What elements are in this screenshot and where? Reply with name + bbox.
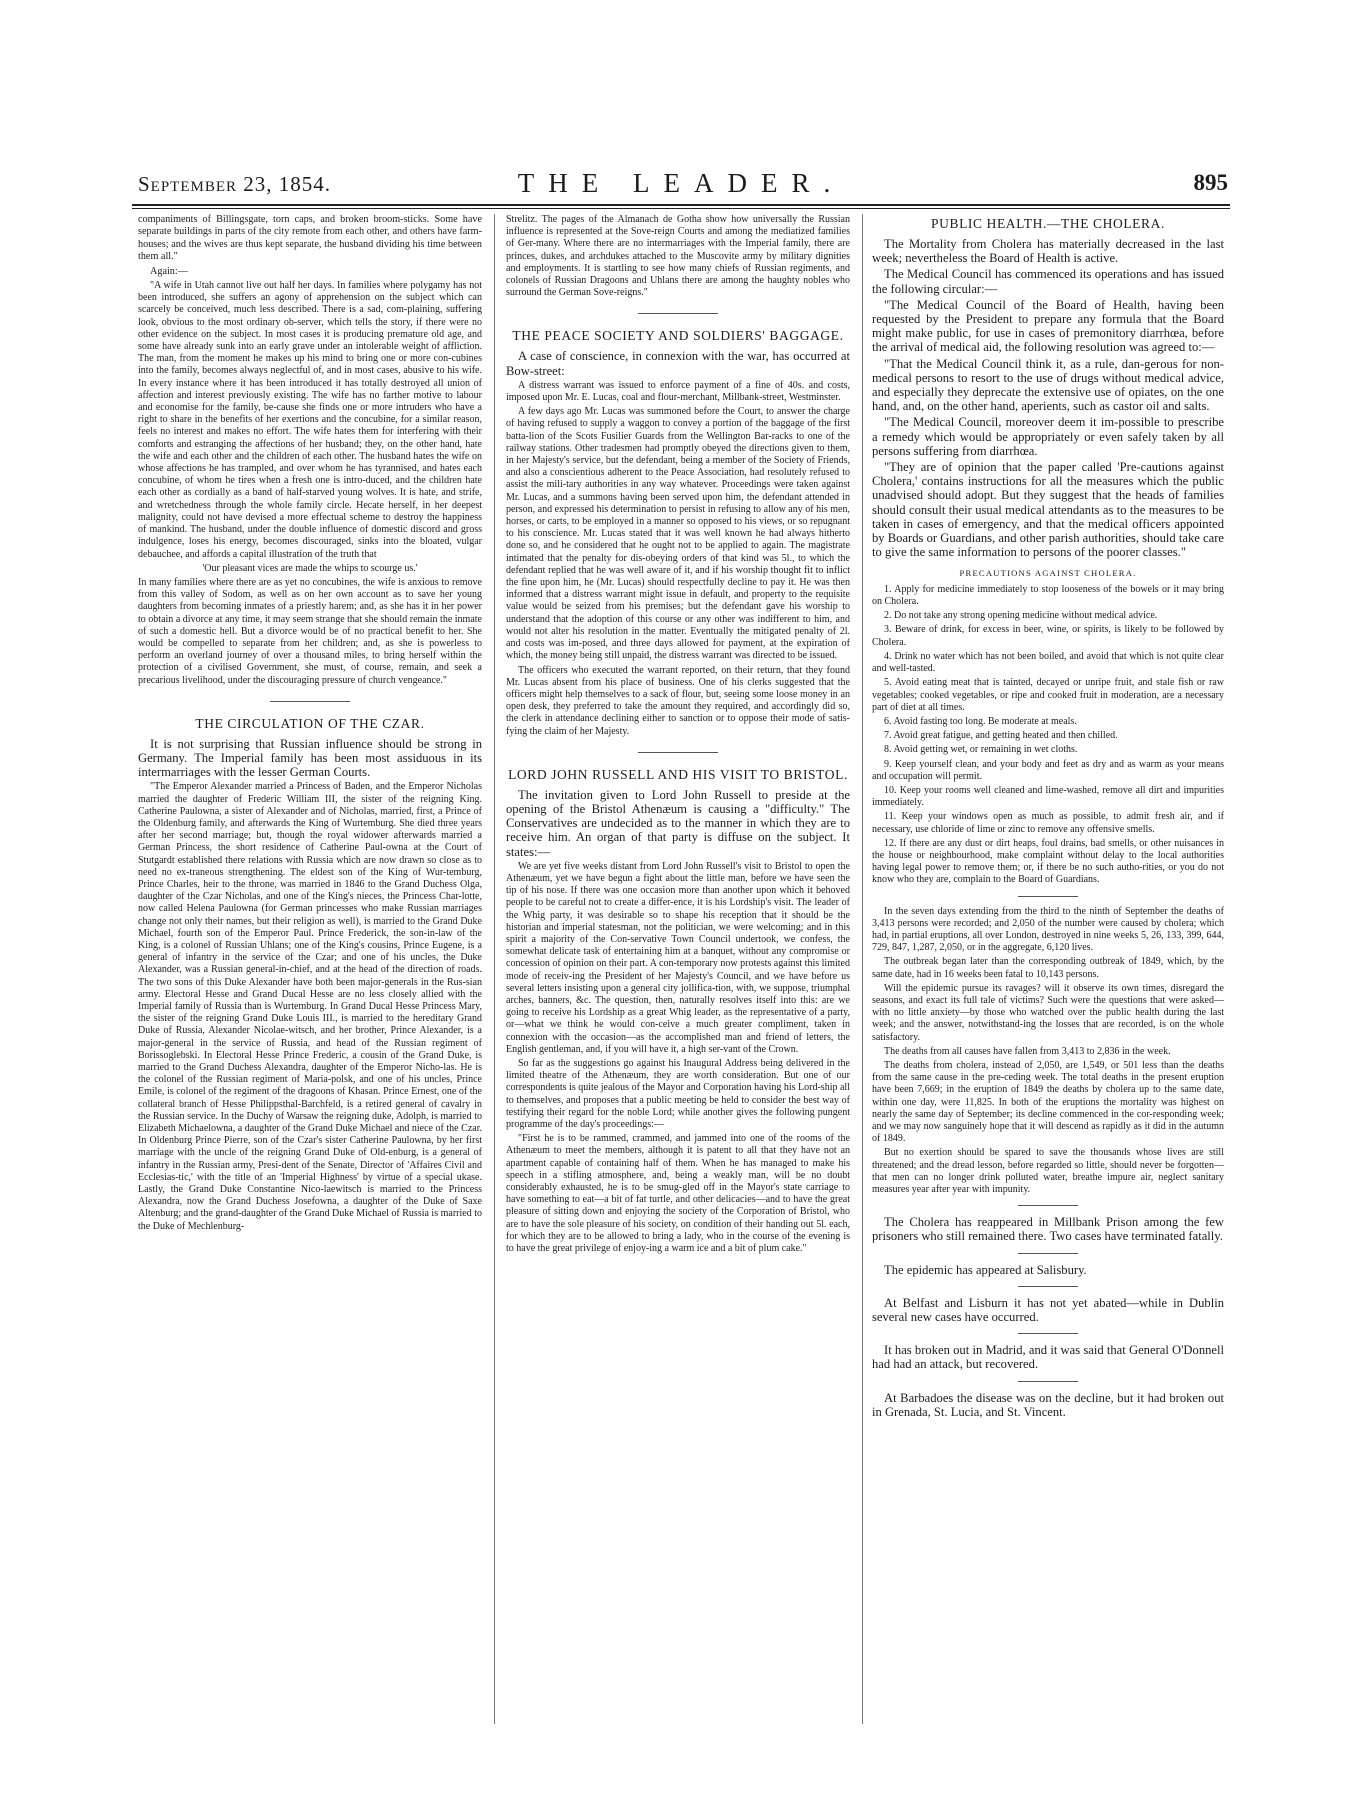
quoted-paragraph: "The Emperor Alexander married a Princess of Baden, and the Emperor Nicholas married the daughter of Frederic William III, the sister of the reigning King. Catherine Paulowna, a sister of Alexander and of Nicholas, married, first, a Prince of the Oldenburg family, and afterwards the King of Wurtemburg. She died three years after her second marriage; but, though the royal widower afterwards married a German Princess, the short residence of Catherine Paul-owna at the Court of Stutgardt established there relations with Russia which are now drawn so close as to need no ex-traneous strengthening. The eldest son of the King of Wur-temburg, Prince Charles, heir to the throne, was married in 1846 to the Grand Duchess Olga, daughter of the Czar Nicholas, and one of the King's nieces, the Princess Char-lotte, now called Helena Paulowna (for German princesses who make Russian marriages change not only their names, but their religion as well), is married to the Grand Duke Michael, fourth son of the Emperor Paul. Prince Frederick, the son-in-law of the King, is a colonel of Russian Uhlans; one of the King's cousins, Prince Eugene, is a general of infantry in the service of the Czar; and one of his uncles, the Duke Alexander, was a Russian general-in-chief, and at the head of the direction of roads. The two sons of this Duke Alexander have both been major-generals in the Rus-sian army. Electoral Hesse and Grand Ducal Hesse are no less closely allied with the Imperial family of Russia than is Wurtemburg. In Grand Ducal Hesse Princess Mary, the sister of the reigning Grand Duke Louis III., is married to the hereditary Grand Duke of Russia, Alexander Nicolae-witsch, and her brother, Prince Alexander, is a major-general in the service of Russia, and head of the Russian regiment of Borissoglebski. In Electoral Hesse Prince Frederic, a cousin of the Grand Duke, is married to the Grand Duchess Alexandra, daughter of the Emperor Nicho-las. He is the colonel of the Russian regiment of Maria-polsk, and one of his uncles, Prince Emile, is colonel of the regiment of the dragoons of Khasan. Prince Ernest, one of the collateral branch of Hesse Philippsthal-Barchfeld, is a retired general of cavalry in the Russian service. In the Duchy of Warsaw the reigning duke, Adolph, is married to Elizabeth Michaelowna, a daughter of the Grand Duke Michael and niece of the Czar. In Oldenburg Prince Pierre, son of the Czar's sister Catherine Paulowna, by her first marriage with the uncle of the reigning Grand Duke of Old-enburg, is a general of infantry in the Russian army, Presi-dent of the Senate, Director of 'Affaires Civil and Ecclesias-tic,' with the title of an 'Imperial Highness' by virtue of a special ukase. Lastly, the Grand Duke Constantine Nico-laewitsch is married to the Princess Alexandra, now the Grand Duchess Josefowna, a daughter of the Duke of Saxe Altenburg; and the grand-daughter of the Grand Duke Michael of Russia is married to the Duke of Mechlenburg- (138, 781, 482, 1232)
paragraph: The Medical Council has commenced its operations and has issued the following circular:— (872, 267, 1224, 296)
paragraph: Again:— (150, 265, 188, 277)
quoted-paragraph: "First he is to be rammed, crammed, and jammed into one of the rooms of the Athenæum to meet the members, although it is patent to all that they have not an apartment capable of containing half of them. When he has managed to make his speech in a stifling atmosphere, and, being a weakly man, will be no doubt considerably exhausted, he is to be smug-gled off in the Mayor's state carriage to have something to eat—a bit of fat turtle, and other delicacies—and to have the great pleasure of sitting down and enjoying the society of the Corporation of Bristol, who are to have the sole pleasure of his society, on condition of their handing out 5l. each, for which they are to be allowed to bring a lady, who in the course of the evening is to have the great privilege of enjoy-ing a warm ice and a bit of plum cake." (506, 1133, 850, 1255)
list-item: 7. Avoid great fatigue, and getting heated and then chilled. (884, 730, 1118, 742)
paragraph: Will the epidemic pursue its ravages? will it observe its own times, disregard the seasons, and exact its full tale of victims? Such were the questions that were asked—with no little anxiety—by those who watched over the public health during the last week; and the answer, notwithstand-ing the losses that are recorded, is on the whole satisfactory. (872, 982, 1224, 1043)
page-number: 895 (1193, 170, 1228, 195)
masthead (132, 168, 1230, 202)
paragraph: In the seven days extending from the third to the ninth of September the deaths of 3,413 persons were recorded; and 2,050 of the number were caused by cholera; which had, in partial eruptions, all over London, destroyed in nine weeks 5, 26, 133, 399, 644, 729, 847, 1,287, 2,050, or in the aggregate, 6,120 lives. (872, 905, 1224, 954)
section-separator (1018, 1381, 1078, 1382)
quoted-paragraph: In many families where there are as yet no concubines, the wife is anxious to remove from this valley of Sodom, as well as on her own account as to save her young daughters from becoming inmates of a priestly harem; and, as she has it in her power to obtain a divorce at any time, it may seem strange that she should remain the inmate of such a domestic hell. But a divorce would be of no practical benefit to her. She would be compelled to separate from her children; and, as she is powerless to perform an overland journey of over a thousand miles, to bring herself within the protection of a civilised Government, she must, of course, remain, and seek a precarious livelihood, under the discouraging pressure of church vengeance." (138, 576, 482, 686)
quoted-paragraph: We are yet five weeks distant from Lord John Russell's visit to Bristol to open the Athenæum, yet we have begun a fight about the little man, before we have seen the tip of his nose. If there was one occasion more than another upon which it behoved people to be careful not to create a differ-ence, it is his Lordship's visit. The leader of the Whig party, it was desirable so to shape his reception that it should be the historian and imperial statesman, not the politician, we were welcoming; and in this spirit a majority of the Con-servative Town Council undertook, we confess, the somewhat delicate task of entertaining him at a banquet, without any compromise or concession of opinion on their part. A con-temporary now protests against this limited mode of receiv-ing the President of her Majesty's Council, and we have before us several letters insisting upon a general city jollifica-tion, with, we suppose, triumphal arches, banners, &c. The question, then, naturally resolves itself into this: are we going to receive his Lordship as a great Whig leader, as the representative of a party, or—what we think he would con-ceive a much greater compliment, taken in connexion with the occasion—as the accomplished man and friend of letters, the English gentleman, and, if you will have it, a high ser-vant of the Crown. (506, 860, 850, 1055)
news-item: The Cholera has reappeared in Millbank Prison among the few prisoners who still remained there. Two cases have terminated fatally. (872, 1215, 1224, 1244)
section-separator (1018, 1205, 1078, 1206)
section-separator (638, 752, 718, 753)
news-item: It has broken out in Madrid, and it was said that General O'Donnell had had an attack, but recovered. (872, 1343, 1224, 1372)
section-separator (270, 701, 350, 702)
paragraph: The deaths from all causes have fallen from 3,413 to 2,836 in the week. (884, 1045, 1171, 1057)
section-heading-czar: THE CIRCULATION OF THE CZAR. (195, 715, 425, 731)
list-item: 4. Drink no water which has not been boiled, and avoid that which is not quite clear and well-tasted. (872, 650, 1224, 675)
section-heading-public-health: PUBLIC HEALTH.—THE CHOLERA. (931, 216, 1165, 231)
subheading-precautions: PRECAUTIONS AGAINST CHOLERA. (959, 568, 1137, 579)
lead-paragraph: The Mortality from Cholera has materially decreased in the last week; nevertheless the Board of Health is active. (872, 237, 1224, 266)
list-item: 1. Apply for medicine immediately to stop looseness of the bowels or it may bring on Cholera. (872, 583, 1224, 608)
newspaper-page (132, 168, 1230, 1740)
section-heading-lord-john-russell: LORD JOHN RUSSELL AND HIS VISIT TO BRISTOL. (508, 766, 848, 782)
news-item: At Belfast and Lisburn it has not yet abated—while in Dublin several new cases have occurred. (872, 1295, 1224, 1325)
quoted-paragraph: The officers who executed the warrant reported, on their return, that they found Mr. Lucas absent from his place of business. One of his clerks suggested that the officers might help themselves to a sack of flour, but, seeing some loose money in an open desk, they preferred to take the amount they required, and accordingly did so, the clerk in attendance declining either to sanction or to oppose their mode of satis-fying the claim of her Majesty. (506, 664, 850, 737)
masthead-rule-thin (132, 208, 1230, 209)
column-1 (138, 214, 482, 1734)
paragraph: "The Medical Council of the Board of Health, having been requested by the President to prepare any formula that the Board might make public, for use in cases of premonitory diarrhœa, before the arrival of medical aid, the following resolution was agreed to:— (872, 297, 1224, 355)
section-separator (1018, 1333, 1078, 1334)
verse-line: 'Our pleasant vices are made the whips to scourge us.' (202, 562, 418, 574)
quoted-paragraph: So far as the suggestions go against his Inaugural Address being delivered in the limited theatre of the Athenæum, they are worth consideration. But one of our correspondents is quite jealous of the Mayor and Corporation having his Lord-ship all to themselves, and proposes that a public meeting be held to consider the best way of testifying their regard for the noble Lord; while another gives the following pungent programme of the day's proceedings:— (506, 1057, 850, 1130)
list-item: 2. Do not take any strong opening medicine without medical advice. (884, 610, 1158, 622)
quoted-paragraph: Strelitz. The pages of the Almanach de Gotha show how universally the Russian influence is represented at the Sove-reign Courts and among the mediatized families of Ger-many. Where there are no intermarriages with the Imperial family, there are princes, dukes, and archdukes attached to the Muscovite army by military dignities and employments. It is startling to see how many chiefs of Russian regiments, and colonels of Russian Dragoons and Uhlans there are among the haughty nobles who surround the German Sove-reigns." (506, 214, 850, 299)
section-separator (638, 313, 718, 314)
quoted-paragraph: "A wife in Utah cannot live out half her days. In families where polygamy has not been introduced, she suffers an agony of apprehension on the subject which can scarcely be conceived, much less described. There is a sad, com-plaining, suffering look, obvious to the most ordinary ob-server, which tells the story, if there were no other evidence on the subject. In most cases it is producing premature old age, and some have already sunk into an early grave under an intolerable weight of affliction. The man, from the moment he makes up his mind to bring one or more con-cubines into the family, becomes always neglectful of, and in most cases, abusive to his wife. In every instance where it has been introduced it has totally destroyed all union of affection and interest previously existing. The wife has no farther motive to labour and economise for the family, be-cause she finds one or more intruders who have a right to share in the benefits of her exertions and the concubine, for a similar reason, feels no interest and makes no effort. The wife hates them for interfering with their comforts and estranging the affections of her husband; they, on the other hand, hate the wife and each other and the children of each other. The husband hates the wife on whose affections he has trampled, and over whom he has tyrannised, and hates each concubine, of whom he tires when a fresh one is intro-duced, and the children hate each other as cordially as a band of half-starved young wolves. It is hate, and strife, and wretchedness through the whole family circle. Hecate herself, in her deepest malignity, could not have devised a more effectual scheme to destroy the happiness of mankind. The husband, under the double influence of domestic discord and gross indulgence, loses his energy, becomes discouraged, sinks into the bloated, vulgar debauchee, and affords a capital illustration of the truth that (138, 280, 482, 560)
news-item: At Barbadoes the disease was on the decline, but it had broken out in Grenada, St. Lucia, and St. Vincent. (872, 1390, 1224, 1419)
list-item: 8. Avoid getting wet, or remaining in wet cloths. (884, 744, 1078, 756)
list-item: 5. Avoid eating meat that is tainted, decayed or unripe fruit, and stale fish or raw vegetables; cooked vegetables, or ripe and cooked fruit in moderation, are a necessary part of diet at all times. (872, 677, 1224, 713)
list-item: 6. Avoid fasting too long. Be moderate at meals. (884, 715, 1077, 727)
section-heading-peace-society: THE PEACE SOCIETY AND SOLDIERS' BAGGAGE. (512, 328, 844, 344)
column-divider (862, 214, 863, 1724)
list-item: 9. Keep yourself clean, and your body and feet as dry and as warm as your means and occupation will permit. (872, 758, 1224, 782)
section-separator (1018, 1253, 1078, 1254)
list-item: 3. Beware of drink, for excess in beer, wine, or spirits, is likely to be followed by Cholera. (872, 624, 1224, 648)
newspaper-title: THE LEADER. (517, 168, 845, 198)
section-separator (1018, 1286, 1078, 1287)
quoted-paragraph: A few days ago Mr. Lucas was summoned before the Court, to answer the charge of having refused to supply a waggon to convey a portion of the baggage of the first batta-lion of the Scots Fusilier Guards from the Wellington Bar-racks to one of the railway stations. Other tradesmen had promptly obeyed the directions given to them, in her Majesty's service, but the defendant, being a member of the Society of Friends, and also a conscientious adherent to the Peace Association, had resolutely refused to assist the mili-tary authorities in any way whatever. Proceedings were taken against Mr. Lucas, and a summons having been served upon him, the defendant attended in person, and expressed his determination to persist in refusing to allow any of his men, horses, or carts, to be employed in a manner so opposed to his views, or so repugnant to his conscience. Mr. Lucas stated that it was well known he had always hitherto done so, and he considered that he ought not to be applied to again. The magistrate intimated that the penalty for dis-obeying orders of that kind was 5l., to which the defendant replied that he was well aware of it, and if his worship thought fit to inflict the fine upon him, he (Mr. Lucas) should respectfully decline to pay it. He was then informed that a distress warrant might issue in default, and property to the requisite value would be seized from his premises; but the defendant gave his worship to understand that the adoption of this course or any other was indifferent to him, and would not alter his resolution in the matter. Eventually the mitigated penalty of 2l. and costs was im-posed, and three days allowed for payment, at the expiration of which, the money being still unpaid, the distress warrant was directed to be issued. (506, 406, 850, 662)
paragraph: "They are of opinion that the paper called 'Pre-cautions against Cholera,' contains instructions for all the measures which the public unadvised should adopt. But they suggest that the heads of families should consult their usual medical attendants as to the measures to be taken in cases of emergency, and that the medical officers appointed by Boards or Guardians, and other parish authorities, should take care to give the same information to persons of the poorer classes." (872, 460, 1224, 560)
news-item: The epidemic has appeared at Salisbury. (884, 1262, 1087, 1277)
masthead-rule (132, 204, 1230, 206)
list-item: 10. Keep your rooms well cleaned and lime-washed, remove all dirt and impurities immediately. (872, 784, 1224, 809)
paragraph: The outbreak began later than the corresponding outbreak of 1849, which, by the same date, had in 16 weeks been fatal to 10,143 persons. (872, 956, 1224, 980)
paragraph: But no exertion should be spared to save the thousands whose lives are still threatened; and the dread lesson, before regarded so little, should never be forgotten—that men can no longer drink polluted water, breathe impure air, neglect sanitary measures year after year with impunity. (872, 1147, 1224, 1196)
paragraph: The deaths from cholera, instead of 2,050, are 1,549, or 501 less than the deaths from the same cause in the pre-ceding week. The total deaths in the present eruption have been 7,669; in the eruption of 1849 the deaths by cholera up to the same date, within one day, were 11,825. In both of the eruptions the mortality was highest on nearly the same day of September; its decline commenced in the cor-responding week; and we may now sanguinely hope that it will descend as rapidly as it did in the autumn of 1849. (872, 1059, 1224, 1145)
precautions-list (872, 584, 1224, 887)
paragraph: companiments of Billingsgate, torn caps, and broken broom-sticks. Some have separate buildings in parts of the city remote from each other, and others have farm-houses; and the wives are thus kept separate, the husband dividing his time between them all." (138, 214, 482, 263)
list-item: 12. If there are any dust or dirt heaps, foul drains, bad smells, or other nuisances in the house or neighbourhood, make complaint without delay to the local authorities having legal power to remove them; or, if there be no such autho-rities, or you do not know who they are, complain to the Board of Guardians. (872, 837, 1224, 886)
lead-paragraph: A case of conscience, in connexion with the war, has occurred at Bow-street: (506, 349, 850, 378)
column-2 (506, 214, 850, 1734)
column-divider (494, 214, 495, 1724)
issue-date: September 23, 1854. (138, 172, 332, 196)
column-3 (872, 214, 1224, 1734)
paragraph: "The Medical Council, moreover deem it im-possible to prescribe a remedy which would be appropriately or even safely taken by all persons suffering from diarrhœa. (872, 415, 1224, 458)
lead-paragraph: The invitation given to Lord John Russell to preside at the opening of the Bristol Athenæum is causing a "difficulty." The Conservatives are undecided as to the manner in which they are to receive him. An organ of that party is diffuse on the subject. It states:— (506, 787, 850, 859)
paragraph: "That the Medical Council think it, as a rule, dan-gerous for non-medical persons to resort to the use of drugs without medical advice, and especially they deprecate the extensive use of opiates, on the one hand, and, on the other hand, aperients, such as castor oil and salts. (872, 356, 1224, 414)
list-item: 11. Keep your windows open as much as possible, to admit fresh air, and if necessary, use chloride of lime or zinc to remove any offensive smells. (872, 811, 1224, 835)
quoted-paragraph: A distress warrant was issued to enforce payment of a fine of 40s. and costs, imposed upon Mr. E. Lucas, coal and flour-merchant, Millbank-street, Westminster. (506, 379, 850, 404)
lead-paragraph: It is not surprising that Russian influence should be strong in Germany. The Imperial family has been most assiduous in its intermarriages with the lesser German Courts. (138, 736, 482, 780)
section-separator (1018, 896, 1078, 897)
